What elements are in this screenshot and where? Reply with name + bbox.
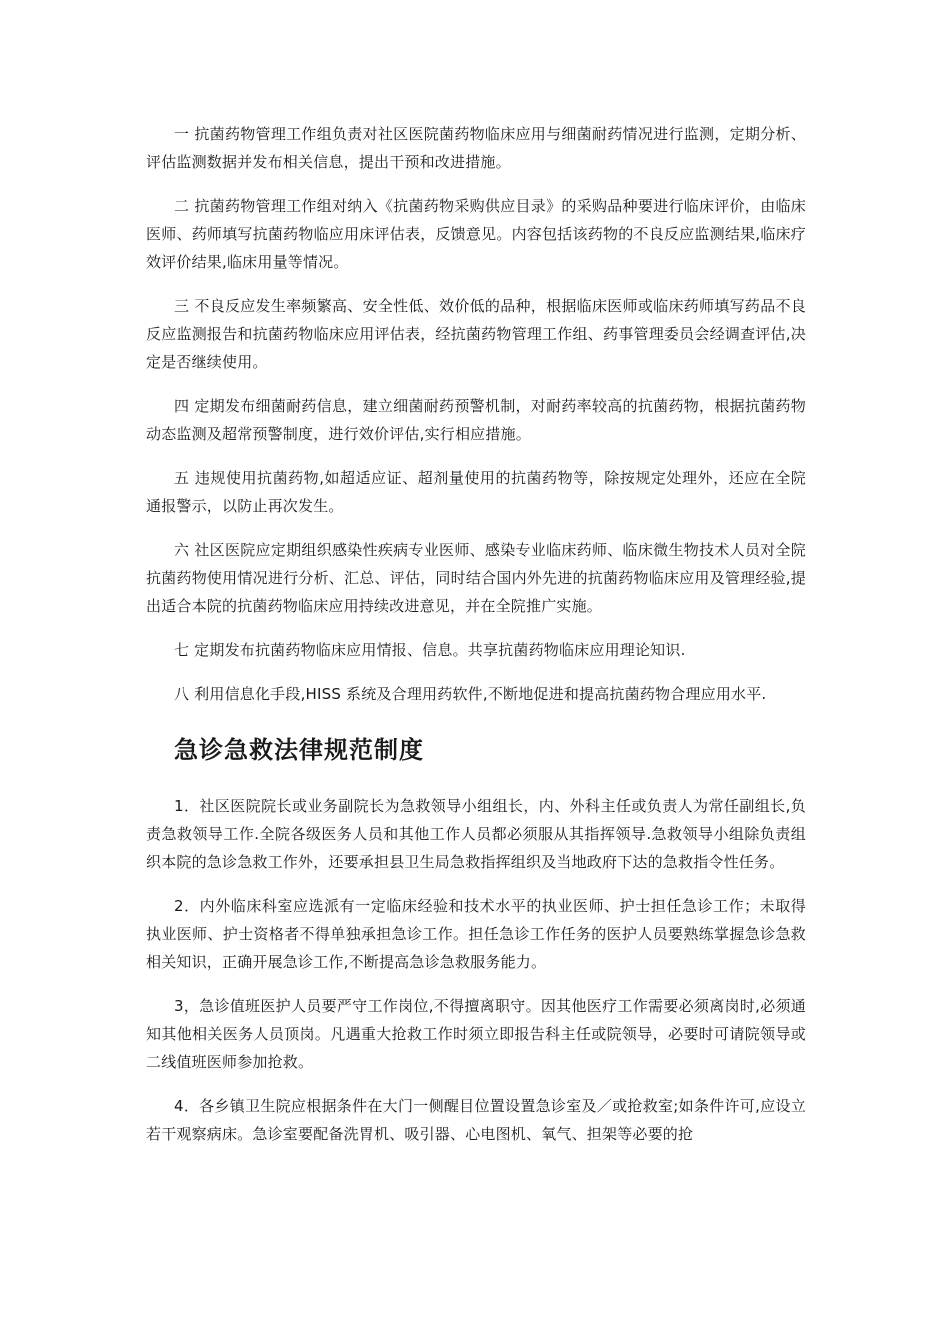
paragraph-8: 八 利用信息化手段,HISS 系统及合理用药软件,不断地促进和提高抗菌药物合理应用水平.: [174, 685, 767, 703]
paragraph-4: 四 定期发布细菌耐药信息，建立细菌耐药预警机制，对耐药率较高的抗菌药物，根据抗菌药物动态监测及超常预警制度，进行效价评估,实行相应措施。: [146, 397, 806, 443]
paragraph-1: 一 抗菌药物管理工作组负责对社区医院菌药物临床应用与细菌耐药情况进行监测，定期分析、评估监测数据并发布相关信息，提出干预和改进措施。: [146, 125, 806, 171]
paragraph-3: 三 不良反应发生率频繁高、安全性低、效价低的品种，根据临床医师或临床药师填写药品不良反应监测报告和抗菌药物临床应用评估表，经抗菌药物管理工作组、药事管理委员会经调查评估,决定是否继续使用。: [146, 297, 806, 371]
rule-item-3: 3，急诊值班医护人员要严守工作岗位,不得擅离职守。因其他医疗工作需要必须离岗时,必须通知其他相关医务人员顶岗。凡遇重大抢救工作时须立即报告科主任或院领导，必要时可请院领导或二线值班医师参加抢救。: [146, 997, 806, 1071]
section-heading: 急诊急救法律规范制度: [174, 736, 424, 764]
paragraph-7: 七 定期发布抗菌药物临床应用情报、信息。共享抗菌药物临床应用理论知识.: [174, 641, 686, 659]
rule-item-1: 1．社区医院院长或业务副院长为急救领导小组组长，内、外科主任或负责人为常任副组长,负责急救领导工作.全院各级医务人员和其他工作人员都必须服从其指挥领导.急救领导小组除负责组织本院的急诊急救工作外，还要承担县卫生局急救指挥组织及当地政府下达的急救指令性任务。: [146, 797, 806, 871]
rule-item-2: 2．内外临床科室应选派有一定临床经验和技术水平的执业医师、护士担任急诊工作；未取得执业医师、护士资格者不得单独承担急诊工作。担任急诊工作任务的医护人员要熟练掌握急诊急救相关知识，正确开展急诊工作,不断提高急诊急救服务能力。: [146, 897, 806, 971]
document-content: [146, 120, 806, 1164]
paragraph-5: 五 违规使用抗菌药物,如超适应证、超剂量使用的抗菌药物等，除按规定处理外，还应在全院通报警示，以防止再次发生。: [146, 469, 806, 515]
rule-item-4: 4．各乡镇卫生院应根据条件在大门一侧醒目位置设置急诊室及／或抢救室;如条件许可,应设立若干观察病床。急诊室要配备洗胃机、吸引器、心电图机、氧气、担架等必要的抢: [146, 1097, 806, 1143]
paragraph-6: 六 社区医院应定期组织感染性疾病专业医师、感染专业临床药师、临床微生物技术人员对全院抗菌药物使用情况进行分析、汇总、评估，同时结合国内外先进的抗菌药物临床应用及管理经验,提出适合本院的抗菌药物临床应用持续改进意见，并在全院推广实施。: [146, 541, 806, 615]
paragraph-2: 二 抗菌药物管理工作组对纳入《抗菌药物采购供应目录》的采购品种要进行临床评价，由临床医师、药师填写抗菌药物临应用床评估表，反馈意见。内容包括该药物的不良反应监测结果,临床疗效评价结果,临床用量等情况。: [146, 197, 806, 271]
